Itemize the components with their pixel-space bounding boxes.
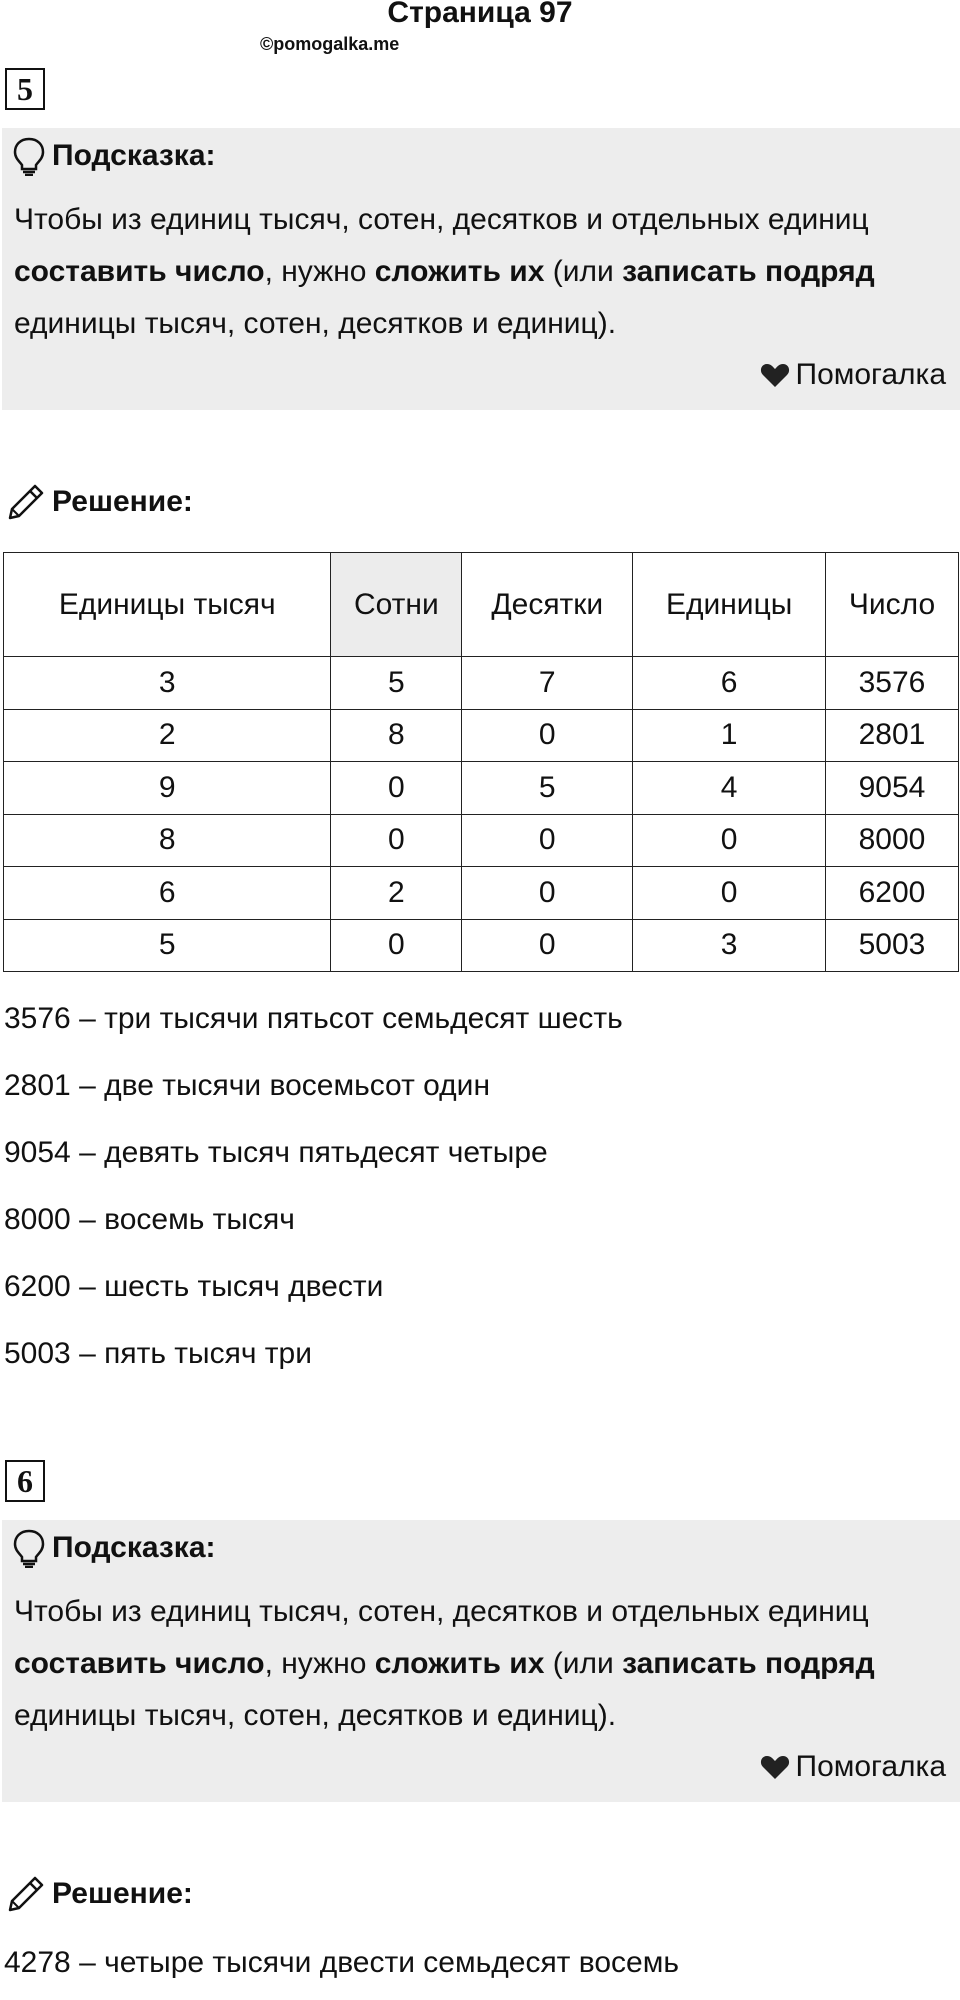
table-cell: 2 [4,709,331,762]
table-cell: 4 [633,762,826,815]
table-cell: 7 [462,657,633,710]
credit-label: Помогалка [795,1750,946,1783]
lightbulb-icon [12,1528,46,1568]
table-header-row [4,553,959,657]
lightbulb-icon [12,136,46,176]
column-header: Число [825,553,958,657]
table-cell: 2801 [825,709,958,762]
table-row [4,814,959,867]
credit-label: Помогалка [795,358,946,391]
table-cell: 2 [331,867,462,920]
table-cell: 8 [4,814,331,867]
table-row [4,762,959,815]
task-number-6: 6 [5,1460,45,1502]
pencil-icon [6,482,46,522]
answer-line: 4278 – четыре тысячи двести семьдесят восемь [4,1946,679,1979]
digits-table [3,552,959,972]
task-number-5: 5 [5,68,45,110]
heart-icon [760,1754,790,1780]
table-row [4,657,959,710]
answer-line: 9054 – девять тысяч пятьдесят четыре [4,1136,548,1169]
table-cell: 9054 [825,762,958,815]
solution-label: Решение: [52,485,193,518]
table-cell: 0 [331,919,462,972]
table-cell: 1 [633,709,826,762]
table-cell: 0 [462,814,633,867]
table-cell: 0 [633,867,826,920]
hint-box-task-5 [2,128,960,410]
answer-line: 8000 – восемь тысяч [4,1203,295,1236]
hint-text: Чтобы из единиц тысяч, сотен, десятков и отдельных единиц составить число, нужно сложить их (или записать подряд единицы тысяч, сотен, десятков и единиц). [14,1595,875,1732]
table-cell: 0 [462,867,633,920]
table-row [4,919,959,972]
table-cell: 3 [4,657,331,710]
solution-header-task-5 [6,482,193,522]
column-header: Единицы [633,553,826,657]
table-cell: 5 [462,762,633,815]
table-cell: 6 [633,657,826,710]
heart-icon [760,362,790,388]
column-header: Сотни [331,553,462,657]
solution-label: Решение: [52,1877,193,1910]
watermark: ©pomogalka.me [260,34,400,54]
hint-box-task-6 [2,1520,960,1802]
page-title: Страница 97 [387,0,573,29]
hint-label: Подсказка: [52,139,216,172]
hint-label: Подсказка: [52,1531,216,1564]
hint-header [12,1528,216,1568]
table-cell: 8 [331,709,462,762]
table-cell: 6200 [825,867,958,920]
table-cell: 5003 [825,919,958,972]
column-header: Единицы тысяч [4,553,331,657]
answer-line: 3576 – три тысячи пятьсот семьдесят шесть [4,1002,623,1035]
table-cell: 9 [4,762,331,815]
answer-line: 5003 – пять тысяч три [4,1337,312,1370]
table-row [4,867,959,920]
table-cell: 5 [4,919,331,972]
solution-header-task-6 [6,1874,193,1914]
table-cell: 0 [331,762,462,815]
hint-credit [760,1750,947,1784]
hint-credit [760,358,947,392]
column-header: Десятки [462,553,633,657]
hint-header [12,136,216,176]
table-cell: 0 [331,814,462,867]
pencil-icon [6,1874,46,1914]
table-cell: 5 [331,657,462,710]
table-cell: 3576 [825,657,958,710]
table-cell: 0 [633,814,826,867]
answer-line: 2801 – две тысячи восемьсот один [4,1069,491,1102]
answer-line: 6200 – шесть тысяч двести [4,1270,384,1303]
table-cell: 3 [633,919,826,972]
table-cell: 0 [462,709,633,762]
table-cell: 8000 [825,814,958,867]
table-cell: 6 [4,867,331,920]
table-row [4,709,959,762]
table-cell: 0 [462,919,633,972]
hint-text: Чтобы из единиц тысяч, сотен, десятков и отдельных единиц составить число, нужно сложить их (или записать подряд единицы тысяч, сотен, десятков и единиц). [14,203,875,340]
